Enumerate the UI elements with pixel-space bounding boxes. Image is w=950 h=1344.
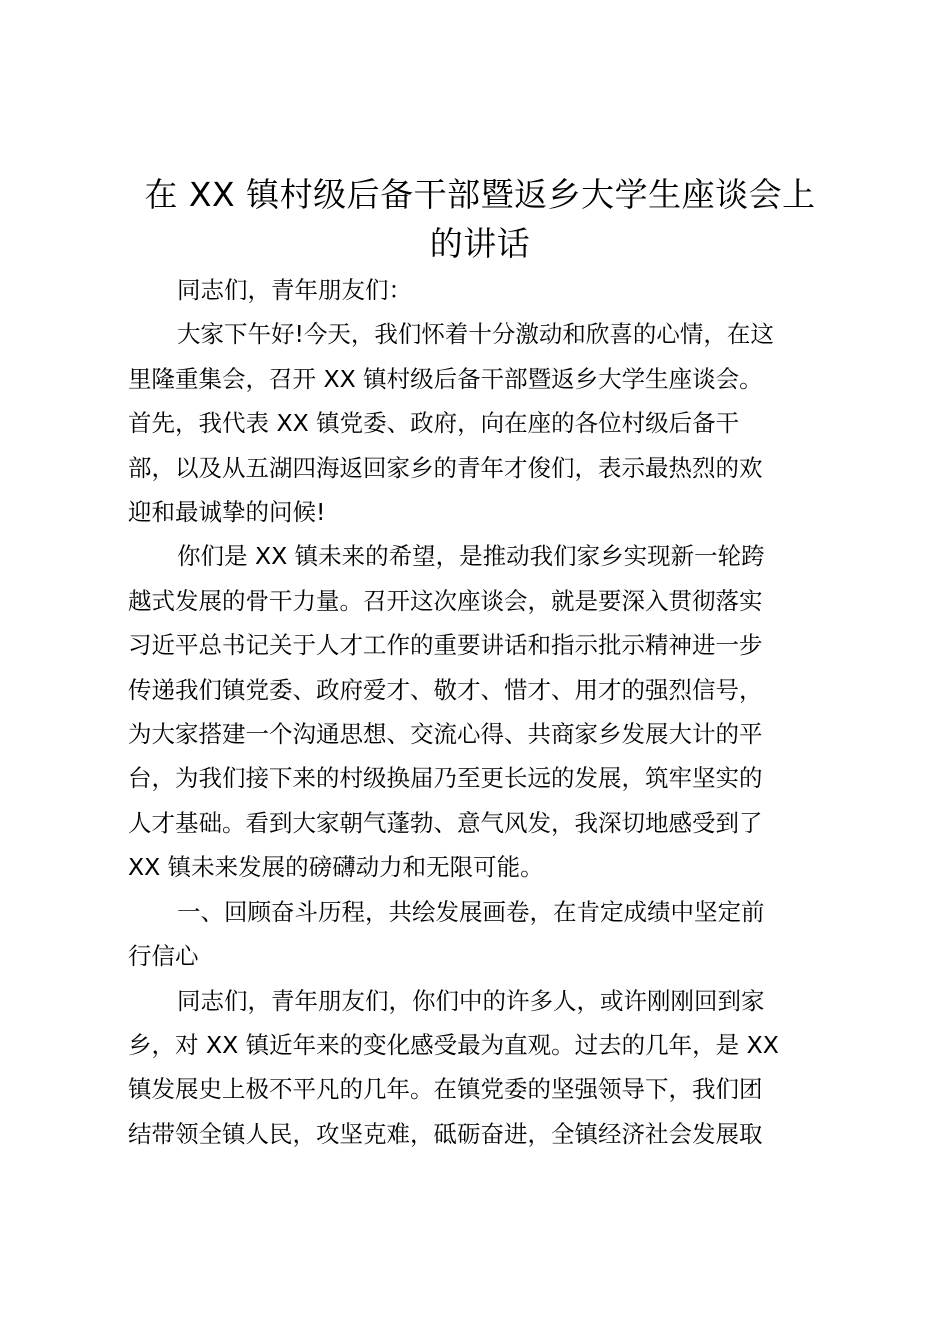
text-line: 同志们，青年朋友们，你们中的许多人，或许刚刚回到家 [177,986,765,1015]
text-line: 你们是 XX 镇未来的希望，是推动我们家乡实现新一轮跨 [177,542,765,571]
document-title [128,170,832,268]
text-line: XX 镇未来发展的磅礴动力和无限可能。 [128,853,544,882]
text-line: 镇发展史上极不平凡的几年。在镇党委的坚强领导下，我们团 [128,1075,763,1104]
text-line: 人才基础。看到大家朝气蓬勃、意气风发，我深切地感受到了 [128,808,763,837]
text-line: 首先，我代表 XX 镇党委、政府，向在座的各位村级后备干 [128,409,740,438]
text-line: 越式发展的骨干力量。召开这次座谈会，就是要深入贯彻落实 [128,586,763,615]
text-line: 台，为我们接下来的村级换届乃至更长远的发展，筑牢坚实的 [128,764,763,793]
text-line: 里隆重集会，召开 XX 镇村级后备干部暨返乡大学生座谈会。 [128,364,763,393]
document-page [128,170,832,1156]
text-line: 部，以及从五湖四海返回家乡的青年才俊们，表示最热烈的欢 [128,453,763,482]
text-line: 大家下午好!今天，我们怀着十分激动和欣喜的心情，在这 [177,320,774,349]
body-paragraph [128,534,832,889]
body-paragraph [128,979,832,1157]
section-heading [128,890,832,979]
title-line: 在 XX 镇村级后备干部暨返乡大学生座谈会上 [144,175,816,214]
text-line: 一、回顾奋斗历程，共绘发展画卷，在肯定成绩中坚定前 [177,897,765,926]
title-line: 的讲话 [429,224,531,263]
text-line: 习近平总书记关于人才工作的重要讲话和指示批示精神进一步 [128,631,763,660]
text-line: 为大家搭建一个沟通思想、交流心得、共商家乡发展大计的平 [128,720,763,749]
salutation-paragraph [128,268,832,312]
text-line: 同志们，青年朋友们： [177,276,412,304]
text-line: 迎和最诚挚的问候! [128,498,326,527]
text-line: 传递我们镇党委、政府爱才、敬才、惜才、用才的强烈信号， [128,675,763,704]
text-line: 乡，对 XX 镇近年来的变化感受最为直观。过去的几年，是 XX [128,1030,779,1059]
text-line: 行信心 [128,942,199,971]
body-paragraph [128,312,832,534]
text-line: 结带领全镇人民，攻坚克难，砥砺奋进，全镇经济社会发展取 [128,1119,763,1148]
document-body [128,268,832,1156]
